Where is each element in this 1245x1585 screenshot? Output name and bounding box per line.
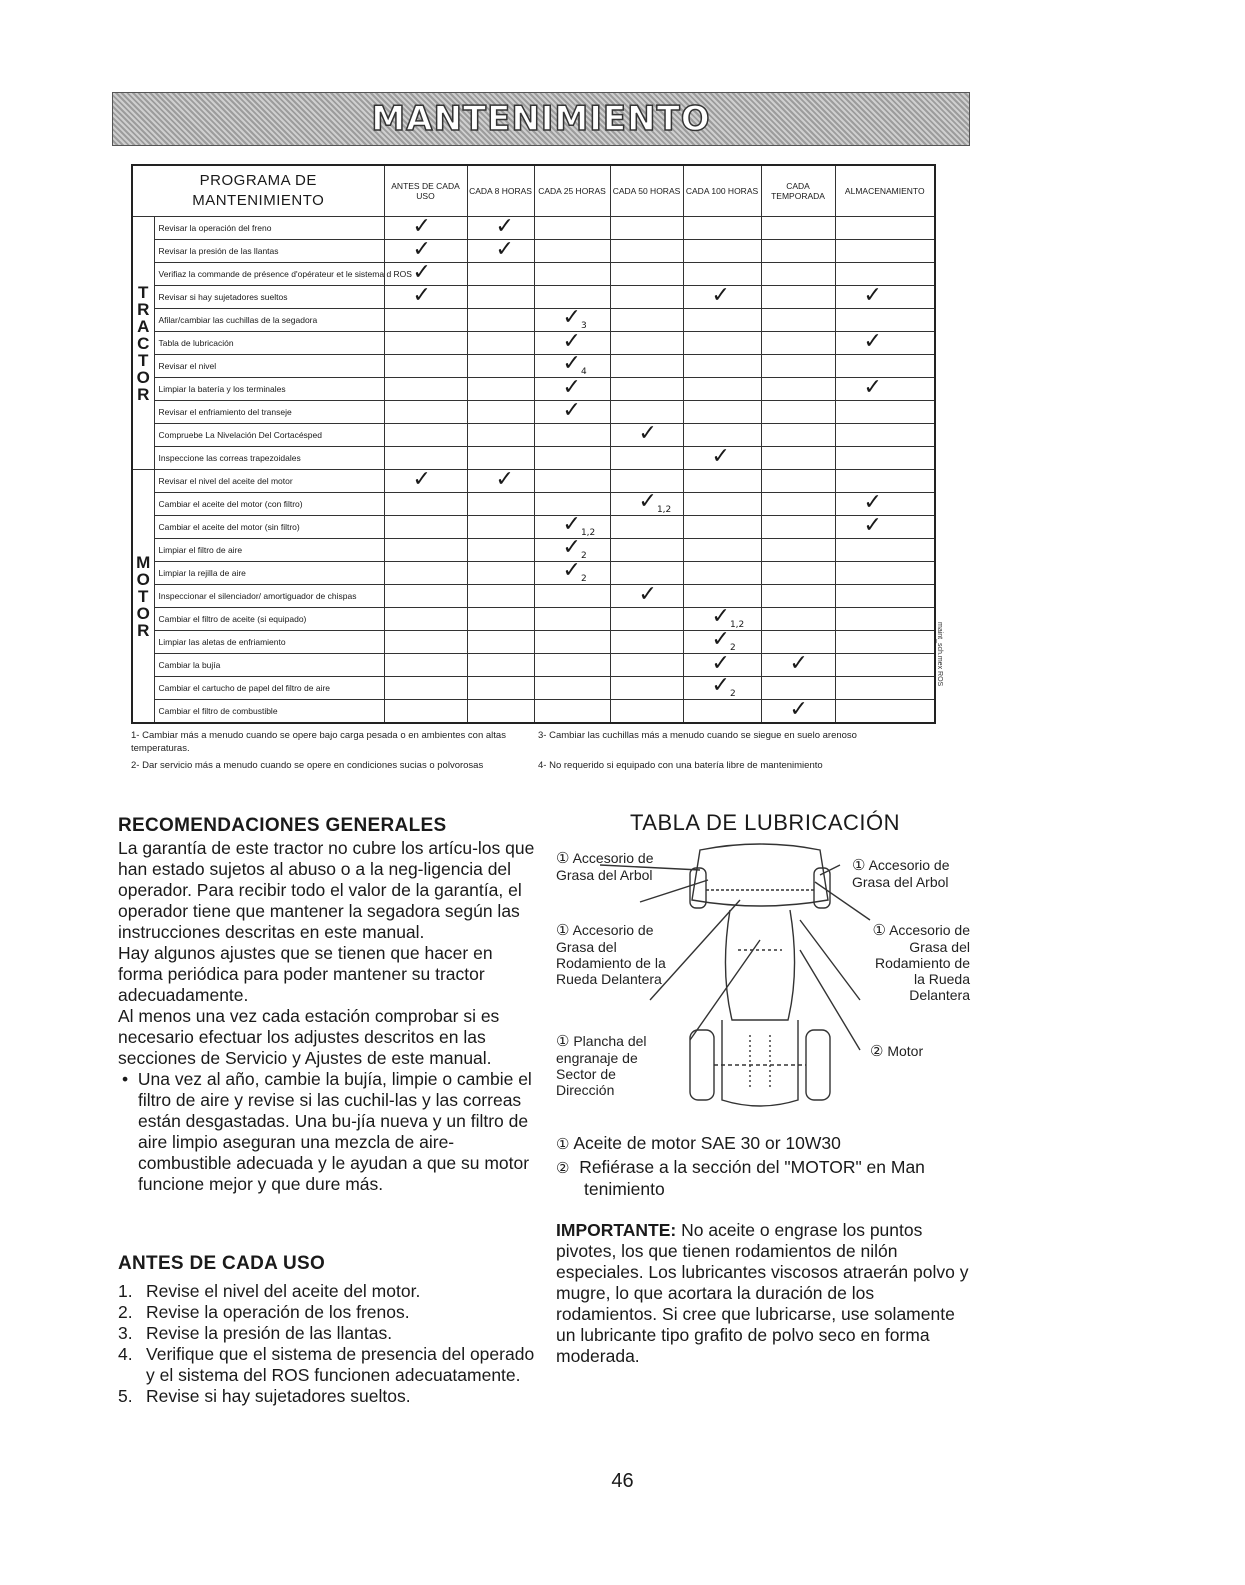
schedule-cell — [384, 677, 467, 700]
schedule-cell — [761, 493, 835, 516]
footnote-1: 1- Cambiar más a menudo cuando se opere bajo carga pesada o en ambientes con altas temperaturas. — [131, 730, 506, 754]
schedule-cell — [384, 631, 467, 654]
table-row — [132, 217, 935, 240]
schedule-cell — [761, 355, 835, 378]
table-row — [132, 470, 935, 493]
schedule-cell — [835, 424, 935, 447]
schedule-cell — [683, 378, 761, 401]
schedule-cell — [683, 700, 761, 724]
schedule-cell — [467, 677, 534, 700]
schedule-cell — [610, 700, 683, 724]
schedule-cell — [384, 332, 467, 355]
task-cell: Cambiar el filtro de combustible — [154, 700, 384, 724]
schedule-cell — [761, 309, 835, 332]
col-header: ALMACENAMIENTO — [835, 165, 935, 217]
schedule-cell — [761, 286, 835, 309]
tractor-group-label: T R A C T O R — [132, 217, 154, 470]
table-row — [132, 286, 935, 309]
schedule-cell — [761, 424, 835, 447]
schedule-cell — [835, 631, 935, 654]
schedule-cell — [835, 283, 935, 309]
check-mark-icon: ✓ — [711, 283, 730, 308]
schedule-cell — [610, 582, 683, 608]
schedule-cell — [467, 424, 534, 447]
table-row — [132, 378, 935, 401]
schedule-cell — [534, 608, 610, 631]
check-mark-icon: ✓ — [638, 421, 657, 446]
schedule-cell — [467, 309, 534, 332]
schedule-cell — [384, 467, 467, 493]
check-mark-icon: ✓ — [412, 214, 431, 239]
table-row — [132, 608, 935, 631]
section-heading-antes: ANTES DE CADA USO — [118, 1253, 326, 1274]
schedule-cell — [467, 700, 534, 724]
check-mark-icon: ✓ — [562, 329, 581, 354]
schedule-cell — [835, 608, 935, 631]
col-header: CADA TEMPORADA — [761, 165, 835, 217]
list-item: 1. Revise el nivel del aceite del motor. — [118, 1281, 421, 1301]
schedule-cell — [467, 493, 534, 516]
schedule-cell — [384, 493, 467, 516]
task-cell: Revisar el nivel del aceite del motor — [154, 470, 384, 493]
schedule-cell — [610, 286, 683, 309]
check-mark-icon: ✓ — [863, 513, 882, 538]
schedule-cell — [683, 355, 761, 378]
check-mark-icon: ✓ — [495, 467, 514, 492]
schedule-cell — [761, 539, 835, 562]
paragraph: Al menos una vez cada estación comprobar si es necesario efectuar los adjustes descritos en las secciones de Servicio y Ajustes de este manual. — [118, 1006, 500, 1068]
schedule-cell — [835, 375, 935, 401]
schedule-cell — [761, 401, 835, 424]
check-mark-icon: $✓_2$ — [562, 558, 587, 584]
schedule-cell — [384, 309, 467, 332]
schedule-cell — [384, 562, 467, 585]
table-row — [132, 355, 935, 378]
check-mark-icon: $✓_2$ — [562, 535, 587, 561]
schedule-cell — [683, 562, 761, 585]
schedule-cell — [683, 516, 761, 539]
table-row — [132, 401, 935, 424]
schedule-cell — [610, 421, 683, 447]
schedule-cell — [384, 516, 467, 539]
schedule-cell — [467, 263, 534, 286]
footnote-2: 2- Dar servicio más a menudo cuando se opere en condiciones sucias o polvorosas — [131, 760, 484, 771]
important-note: IMPORTANTE: No aceite o engrase los puntos pivotes, los que tienen rodamientos de nilón especiales. Los lubricantes viscosos atraerán polvo y mugre, lo que acortara la duración de los rodamientos. Si cree que lubricarse, use solamente un lubricante tipo grafito de polvo seco en forma moderada. — [556, 1220, 969, 1366]
schedule-cell — [467, 401, 534, 424]
schedule-cell — [467, 631, 534, 654]
schedule-cell — [761, 470, 835, 493]
schedule-cell — [467, 562, 534, 585]
task-cell: Limpiar el filtro de aire — [154, 539, 384, 562]
schedule-cell — [610, 309, 683, 332]
maintenance-schedule-table — [131, 164, 936, 724]
table-row — [132, 447, 935, 470]
task-cell: Verifiaz la commande de présence d'opérateur et le sistema d ROS — [154, 263, 384, 286]
section-heading-lubricacion: TABLA DE LUBRICACIÓN — [630, 810, 900, 835]
col-header: CADA 100 HORAS — [683, 165, 761, 217]
check-mark-icon: ✓ — [863, 375, 882, 400]
check-mark-icon: ✓ — [412, 467, 431, 492]
check-mark-icon: ✓ — [562, 375, 581, 400]
schedule-cell — [610, 539, 683, 562]
schedule-cell — [761, 217, 835, 240]
schedule-cell — [467, 378, 534, 401]
schedule-cell — [384, 608, 467, 631]
task-cell: Revisar la operación del freno — [154, 217, 384, 240]
schedule-cell — [610, 378, 683, 401]
schedule-cell — [683, 539, 761, 562]
schedule-cell — [467, 332, 534, 355]
schedule-cell — [835, 562, 935, 585]
table-row — [132, 631, 935, 654]
schedule-cell — [835, 329, 935, 355]
schedule-cell — [761, 447, 835, 470]
check-mark-icon: ✓ — [863, 329, 882, 354]
table-row — [132, 493, 935, 516]
schedule-cell — [835, 700, 935, 724]
program-header: PROGRAMA DE MANTENIMIENTO — [132, 165, 384, 217]
check-mark-icon: ✓ — [638, 582, 657, 607]
schedule-cell — [610, 217, 683, 240]
footnote-3: 3- Cambiar las cuchillas más a menudo cuando se siegue en suelo arenoso — [538, 730, 857, 741]
check-mark-icon: ✓ — [711, 651, 730, 676]
schedule-cell — [384, 378, 467, 401]
title-banner — [112, 92, 970, 146]
schedule-cell — [835, 217, 935, 240]
schedule-cell — [761, 585, 835, 608]
schedule-cell — [610, 608, 683, 631]
check-mark-icon: ✓ — [495, 214, 514, 239]
schedule-cell — [384, 355, 467, 378]
schedule-cell — [384, 654, 467, 677]
schedule-cell — [467, 355, 534, 378]
schedule-cell — [384, 700, 467, 724]
schedule-cell — [761, 516, 835, 539]
table-row — [132, 585, 935, 608]
col-header: CADA 25 HORAS — [534, 165, 610, 217]
task-cell: Tabla de lubricación — [154, 332, 384, 355]
schedule-cell — [467, 585, 534, 608]
schedule-cell — [610, 355, 683, 378]
recomendaciones-body — [118, 838, 536, 1195]
schedule-cell — [384, 539, 467, 562]
page-number: 46 — [611, 1470, 634, 1492]
list-item: 4. Verifique que el sistema de presencia del operado y el sistema del ROS funcionen adecuatamente. — [118, 1344, 535, 1385]
check-mark-icon: ✓ — [789, 651, 808, 676]
paragraph: La garantía de este tractor no cubre los artícu-los que han estado sujetos al abuso o a la neg-ligencia del operador. Para recibir todo el valor de la garantía, el operador tiene que mantener la segadora según las instrucciones descritas en este manual. — [118, 838, 535, 942]
label-grease-arbol-right: ① Accesorio de Grasa del Arbol — [852, 857, 950, 890]
check-mark-icon: ✓ — [863, 490, 882, 515]
schedule-cell — [384, 424, 467, 447]
schedule-cell — [835, 677, 935, 700]
task-cell: Revisar el nivel — [154, 355, 384, 378]
schedule-cell — [534, 631, 610, 654]
task-cell: Inspeccionar el silenciador/ amortiguador de chispas — [154, 585, 384, 608]
label-wheel-bearing-left: ① Accesorio de Grasa del Rodamiento de la Rueda Delantera — [556, 922, 666, 987]
table-row — [132, 240, 935, 263]
schedule-cell — [835, 240, 935, 263]
table-row — [132, 654, 935, 677]
lube-legend-1: ① Aceite de motor SAE 30 or 10W30 — [556, 1133, 841, 1153]
schedule-cell — [610, 516, 683, 539]
schedule-cell — [534, 263, 610, 286]
footnote-4: 4- No requerido si equipado con una batería libre de mantenimiento — [538, 760, 823, 771]
schedule-cell — [683, 673, 761, 700]
schedule-cell — [835, 539, 935, 562]
task-cell: Cambiar el aceite del motor (sin filtro) — [154, 516, 384, 539]
table-row — [132, 516, 935, 539]
check-mark-icon: ✓ — [412, 237, 431, 262]
schedule-cell — [683, 470, 761, 493]
schedule-cell — [761, 651, 835, 677]
check-mark-icon: $✓_3$ — [562, 305, 587, 331]
check-mark-icon: ✓ — [711, 444, 730, 469]
table-row — [132, 562, 935, 585]
col-header: CADA 8 HORAS — [467, 165, 534, 217]
schedule-cell — [835, 654, 935, 677]
table-row — [132, 677, 935, 700]
schedule-cell — [835, 513, 935, 539]
schedule-cell — [467, 539, 534, 562]
schedule-cell — [835, 401, 935, 424]
schedule-cell — [534, 654, 610, 677]
task-cell: Limpiar la batería y los terminales — [154, 378, 384, 401]
page-title: MANTENIMIENTO — [371, 99, 711, 139]
schedule-cell — [683, 217, 761, 240]
task-cell: Revisar el enfriamiento del transeje — [154, 401, 384, 424]
check-mark-icon: ✓ — [789, 697, 808, 722]
schedule-cell — [683, 283, 761, 309]
check-mark-icon: ✓ — [412, 283, 431, 308]
table-row — [132, 424, 935, 447]
schedule-cell — [610, 332, 683, 355]
check-mark-icon: $✓_2$ — [711, 627, 736, 653]
table-row — [132, 539, 935, 562]
table-row — [132, 332, 935, 355]
schedule-cell — [761, 562, 835, 585]
schedule-cell — [384, 585, 467, 608]
check-mark-icon: ✓ — [412, 260, 431, 285]
check-mark-icon: $✓_{1,2}$ — [562, 512, 596, 538]
check-mark-icon: $✓_2$ — [711, 673, 736, 699]
list-item: 5. Revise si hay sujetadores sueltos. — [118, 1386, 411, 1406]
check-mark-icon: $✓_{1,2}$ — [638, 489, 672, 515]
schedule-cell — [467, 286, 534, 309]
schedule-cell — [467, 654, 534, 677]
schedule-cell — [534, 424, 610, 447]
schedule-cell — [835, 447, 935, 470]
schedule-cell — [534, 398, 610, 424]
schedule-cell — [534, 447, 610, 470]
task-cell: Revisar si hay sujetadores sueltos — [154, 286, 384, 309]
task-cell: Limpiar la rejilla de aire — [154, 562, 384, 585]
tractor-diagram — [660, 840, 880, 1120]
schedule-cell — [761, 608, 835, 631]
task-cell: Cambiar el filtro de aceite (si equipado) — [154, 608, 384, 631]
schedule-cell — [534, 217, 610, 240]
schedule-cell — [467, 516, 534, 539]
label-steering-plate: ① Plancha del engranaje de Sector de Dirección — [556, 1033, 647, 1098]
schedule-cell — [610, 631, 683, 654]
side-note: maint_sch.mex ROS — [936, 622, 943, 687]
schedule-cell — [534, 700, 610, 724]
task-cell: Cambiar el cartucho de papel del filtro de aire — [154, 677, 384, 700]
schedule-cell — [534, 240, 610, 263]
schedule-cell — [610, 240, 683, 263]
schedule-cell — [610, 677, 683, 700]
schedule-cell — [683, 332, 761, 355]
task-cell: Revisar la presión de las llantas — [154, 240, 384, 263]
schedule-cell — [610, 489, 683, 516]
table-row — [132, 700, 935, 724]
table-row — [132, 263, 935, 286]
schedule-cell — [384, 401, 467, 424]
check-mark-icon: ✓ — [863, 283, 882, 308]
lube-legend-2: ② Refiérase a la sección del "MOTOR" en Man tenimiento — [556, 1157, 925, 1199]
schedule-cell — [467, 467, 534, 493]
schedule-cell — [467, 237, 534, 263]
task-cell: Afilar/cambiar las cuchillas de la segadora — [154, 309, 384, 332]
label-grease-arbol-left: ① Accesorio de Grasa del Arbol — [556, 850, 654, 883]
task-cell: Compruebe La Nivelación Del Cortacésped — [154, 424, 384, 447]
antes-list — [118, 1281, 538, 1407]
task-cell: Cambiar el aceite del motor (con filtro) — [154, 493, 384, 516]
schedule-cell — [534, 558, 610, 585]
col-header: ANTES DE CADA USO — [384, 165, 467, 217]
check-mark-icon: $✓_4$ — [562, 351, 587, 377]
schedule-cell — [467, 608, 534, 631]
task-cell: Limpiar las aletas de enfriamiento — [154, 631, 384, 654]
schedule-cell — [610, 654, 683, 677]
motor-group-label: M O T O R — [132, 470, 154, 724]
schedule-cell — [683, 240, 761, 263]
check-mark-icon: ✓ — [562, 398, 581, 423]
schedule-cell — [534, 470, 610, 493]
schedule-cell — [761, 332, 835, 355]
schedule-cell — [761, 240, 835, 263]
list-item: 2. Revise la operación de los frenos. — [118, 1302, 410, 1322]
schedule-cell — [761, 697, 835, 724]
schedule-cell — [534, 585, 610, 608]
task-cell: Cambiar la bujía — [154, 654, 384, 677]
schedule-cell — [384, 283, 467, 309]
schedule-cell — [683, 309, 761, 332]
table-row — [132, 309, 935, 332]
schedule-cell — [683, 444, 761, 470]
bullet-item: • Una vez al año, cambie la bujía, limpie o cambie el filtro de aire y revise si las cuchil-las y las correas están desgastadas. Una bu-jía nueva y un filtro de aire limpio aseguran una mezcla de aire-combustible adecuada y le ayudan a que su motor funcione mejor y que dure más. — [122, 1069, 532, 1194]
schedule-cell — [683, 401, 761, 424]
label-motor: ② Motor — [870, 1043, 924, 1060]
list-item: 3. Revise la presión de las llantas. — [118, 1323, 393, 1343]
section-heading-recomendaciones: RECOMENDACIONES GENERALES — [118, 815, 447, 836]
label-wheel-bearing-right: ① Accesorio de Grasa del Rodamiento de la Rueda Delantera — [872, 922, 970, 1003]
paragraph: Hay algunos ajustes que se tienen que hacer en forma periódica para poder mantener su tractor adecuadamente. — [118, 943, 493, 1005]
schedule-cell — [835, 585, 935, 608]
schedule-cell — [683, 493, 761, 516]
schedule-cell — [610, 447, 683, 470]
check-mark-icon: ✓ — [495, 237, 514, 262]
schedule-cell — [534, 677, 610, 700]
schedule-cell — [761, 378, 835, 401]
schedule-cell — [761, 263, 835, 286]
schedule-cell — [610, 263, 683, 286]
col-header: CADA 50 HORAS — [610, 165, 683, 217]
check-mark-icon: $✓_{1,2}$ — [711, 604, 745, 630]
task-cell: Inspeccione las correas trapezoidales — [154, 447, 384, 470]
